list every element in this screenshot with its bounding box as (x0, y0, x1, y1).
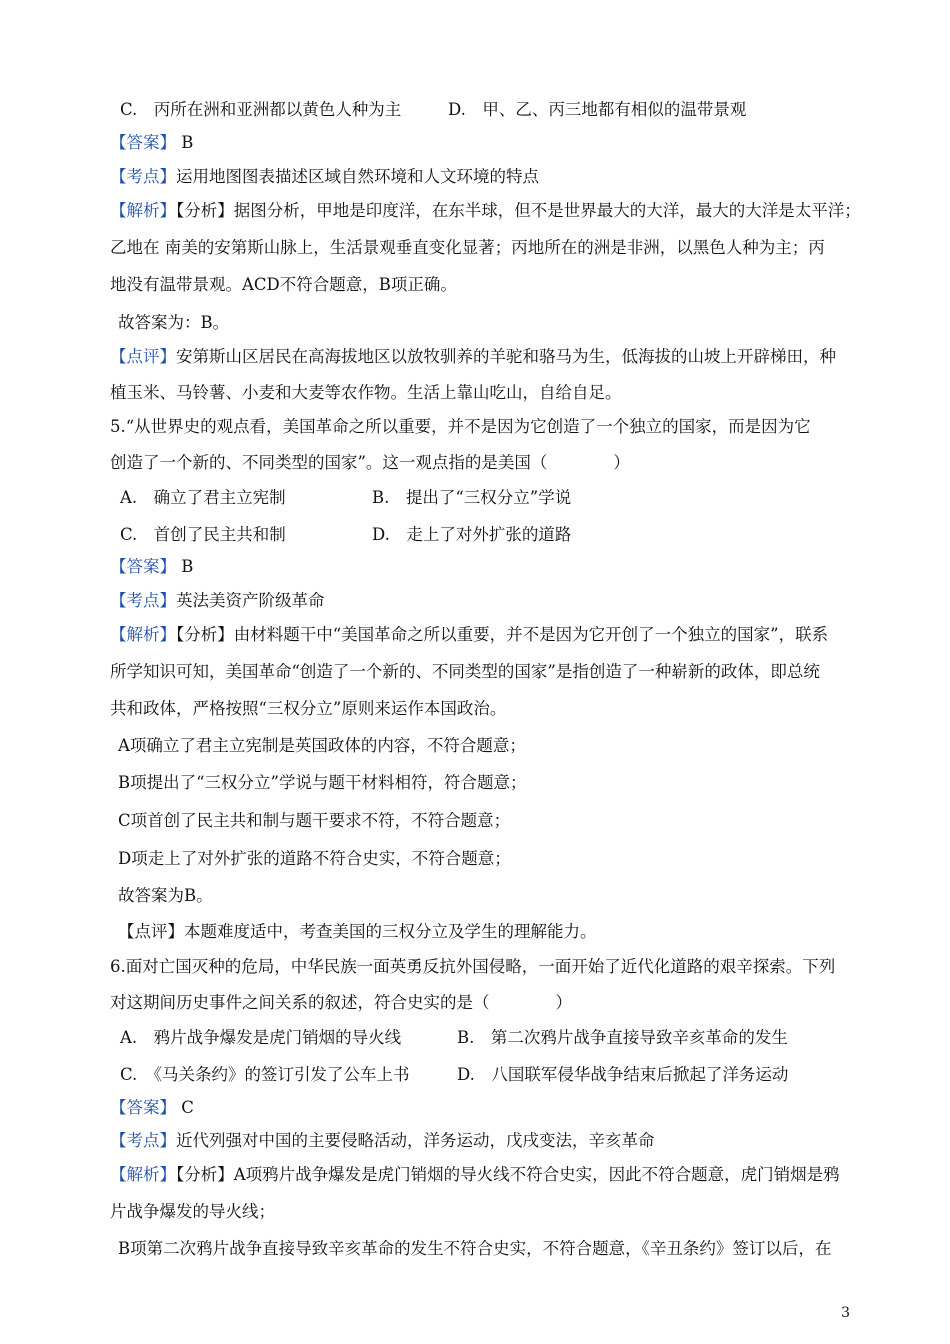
q5-jiexi-line-2: 所学知识可知，美国革命“创造了一个新的、不同类型的国家”是指创造了一种崭新的政体，即总统 (110, 662, 820, 681)
answer-value: B (176, 557, 194, 576)
jiexi-label: 【解析】 (110, 625, 176, 644)
q5-kaodian (110, 590, 325, 612)
q5-item-b: B项提出了“三权分立”学说与题干材料相符，符合题意； (118, 773, 527, 792)
q4-option-c: C. 丙所在洲和亚洲都以黄色人种为主 (120, 100, 402, 119)
dianping-label: 【点评】 (110, 347, 176, 366)
q6-option-b: B. 第二次鸦片战争直接导致辛亥革命的发生 (457, 1028, 788, 1047)
dianping-text: 安第斯山区居民在高海拔地区以放牧驯养的羊驼和骆马为生，低海拔的山坡上开辟梯田，种 (176, 347, 836, 366)
q5-answer (110, 556, 193, 578)
q5-conclusion: 故答案为B。 (118, 886, 213, 905)
q6-option-c: C. 《马关条约》的签订引发了公车上书 (120, 1065, 410, 1084)
page-number: 3 (841, 1305, 850, 1321)
q4-jiexi-line-1 (110, 200, 861, 222)
q6-stem-line-1: 6.面对亡国灭种的危局，中华民族一面英勇反抗外国侵略，一面开始了近代化道路的艰辛探索。下列 (110, 957, 836, 976)
q4-dianping-line-2: 植玉米、马铃薯、小麦和大麦等农作物。生活上靠山吃山，自给自足。 (110, 383, 622, 402)
answer-value: C (176, 1098, 194, 1117)
q6-jiexi-line-3: B项第二次鸦片战争直接导致辛亥革命的发生不符合史实，不符合题意，《辛丑条约》签订以后，在 (118, 1239, 832, 1258)
q6-jiexi-line-2: 片战争爆发的导火线； (110, 1202, 275, 1221)
answer-label: 【答案】 (110, 557, 176, 576)
q6-option-d: D. 八国联军侵华战争结束后掀起了洋务运动 (457, 1065, 789, 1084)
jiexi-label: 【解析】 (110, 1165, 176, 1184)
q4-dianping-line-1 (110, 346, 836, 368)
q6-kaodian (110, 1130, 655, 1152)
q4-answer (110, 132, 193, 154)
answer-label: 【答案】 (110, 133, 176, 152)
q4-kaodian (110, 166, 539, 188)
kaodian-label: 【考点】 (110, 167, 176, 186)
q6-option-a: A. 鸦片战争爆发是虎门销烟的导火线 (120, 1028, 402, 1047)
answer-value: B (176, 133, 194, 152)
jiexi-text: 【分析】由材料题干中“美国革命之所以重要，并不是因为它开创了一个独立的国家”，联系 (176, 625, 829, 644)
q4-conclusion: 故答案为：B。 (118, 313, 230, 332)
q5-item-c: C项首创了民主共和制与题干要求不符，不符合题意； (118, 811, 511, 830)
kaodian-text: 英法美资产阶级革命 (176, 591, 325, 610)
dianping-text: 本题难度适中，考查美国的三权分立及学生的理解能力。 (184, 922, 597, 941)
kaodian-text: 运用地图图表描述区域自然环境和人文环境的特点 (176, 167, 539, 186)
jiexi-label: 【解析】 (110, 201, 176, 220)
jiexi-text: 【分析】据图分析，甲地是印度洋，在东半球，但不是世界最大的大洋，最大的大洋是太平洋； (176, 201, 861, 220)
q5-jiexi-line-1 (110, 624, 828, 646)
q5-option-b: B. 提出了“三权分立”学说 (372, 488, 572, 507)
q5-item-d: D项走上了对外扩张的道路不符合史实，不符合题意； (118, 849, 511, 868)
q5-option-d: D. 走上了对外扩张的道路 (372, 525, 572, 544)
jiexi-text: 【分析】A项鸦片战争爆发是虎门销烟的导火线不符合史实，因此不符合题意，虎门销烟是鸦 (176, 1165, 840, 1184)
q4-option-d: D. 甲、乙、丙三地都有相似的温带景观 (448, 100, 747, 119)
answer-label: 【答案】 (110, 1098, 176, 1117)
q6-jiexi-line-1 (110, 1164, 840, 1186)
kaodian-label: 【考点】 (110, 1131, 176, 1150)
kaodian-text: 近代列强对中国的主要侵略活动，洋务运动，戊戌变法，辛亥革命 (176, 1131, 655, 1150)
q5-stem-line-1: 5.“从世界史的观点看，美国革命之所以重要，并不是因为它创造了一个独立的国家，而是因为它 (110, 417, 811, 436)
q5-option-a: A. 确立了君主立宪制 (120, 488, 286, 507)
dianping-label: 【点评】 (118, 922, 184, 941)
q5-stem-line-2: 创造了一个新的、不同类型的国家”。这一观点指的是美国（ ） (110, 453, 630, 472)
q5-item-a: A项确立了君主立宪制是英国政体的内容，不符合题意； (118, 736, 526, 755)
q5-option-c: C. 首创了民主共和制 (120, 525, 286, 544)
kaodian-label: 【考点】 (110, 591, 176, 610)
q4-jiexi-line-2: 乙地在 南美的安第斯山脉上，生活景观垂直变化显著；丙地所在的洲是非洲，以黑色人种为主；丙 (110, 238, 825, 257)
q5-jiexi-line-3: 共和政体，严格按照“三权分立”原则来运作本国政治。 (110, 699, 507, 718)
q5-dianping (118, 921, 597, 943)
q6-answer (110, 1097, 194, 1119)
q4-jiexi-line-3: 地没有温带景观。ACD不符合题意，B项正确。 (110, 275, 457, 294)
q6-stem-line-2: 对这期间历史事件之间关系的叙述，符合史实的是（ ） (110, 993, 572, 1012)
